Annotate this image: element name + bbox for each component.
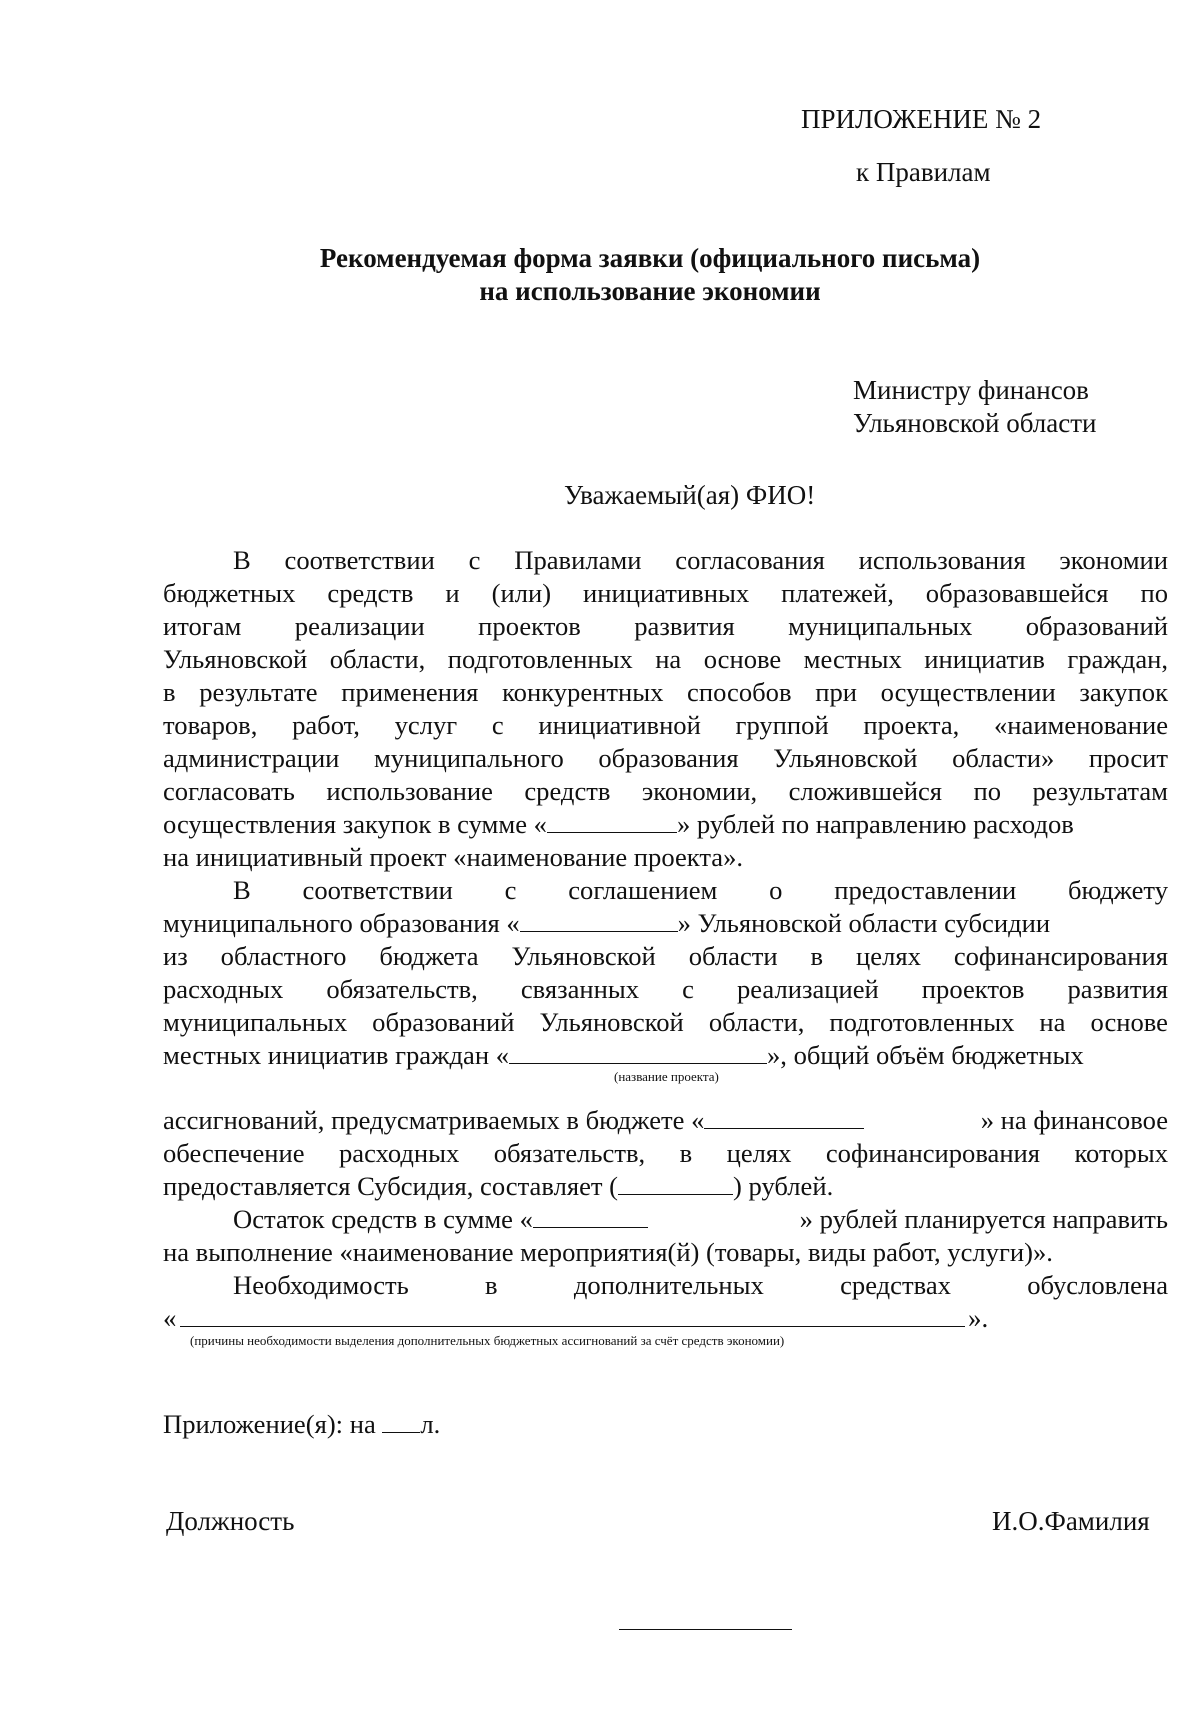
p3-line1 xyxy=(233,1202,1168,1236)
appendix-title: ПРИЛОЖЕНИЕ № 2 xyxy=(801,104,1042,134)
p1-line6: товаров, работ, услуг с инициативной группой проекта, «наименование xyxy=(163,710,1168,740)
greeting: Уважаемый(ая) ФИО! xyxy=(564,480,816,510)
attachments-suffix: л. xyxy=(420,1409,441,1439)
form-title-line2: на использование экономии xyxy=(479,276,821,306)
signature-position: Должность xyxy=(166,1506,295,1536)
signature-name: И.О.Фамилия xyxy=(992,1506,1150,1536)
p1-line9-end: » рублей по направлению расходов xyxy=(676,809,1074,839)
p2-line1: В соответствии с соглашением о предоставлении бюджету xyxy=(233,875,1168,905)
p3-line1-end: » рублей планируется направить xyxy=(799,1204,1168,1234)
reason-close-quote: ». xyxy=(968,1303,989,1333)
p2-line8: обеспечение расходных обязательств, в целях софинансирования которых xyxy=(163,1138,1168,1168)
addressee-line2: Ульяновской области xyxy=(853,408,1097,438)
p1-line2: бюджетных средств и (или) инициативных платежей, образовавшейся по xyxy=(163,578,1168,608)
reason-blank-field[interactable] xyxy=(180,1326,965,1327)
p2-line9-end: ) рублей. xyxy=(733,1171,834,1201)
p2-line7-end: » на финансовое xyxy=(980,1105,1168,1135)
attachments-line xyxy=(163,1407,440,1441)
p3-line1-start: Остаток средств в сумме « xyxy=(233,1204,533,1234)
p2-line6-start: местных инициатив граждан « xyxy=(163,1040,509,1070)
budget-blank-field[interactable] xyxy=(704,1108,864,1129)
addressee-line1: Министру финансов xyxy=(853,375,1089,405)
remaining-sum-blank-field[interactable] xyxy=(533,1207,648,1228)
p1-line1: В соответствии с Правилами согласования использования экономии xyxy=(233,545,1168,575)
p2-line2 xyxy=(163,906,1050,940)
subsidy-amount-blank-field[interactable] xyxy=(618,1174,733,1195)
p1-line8: согласовать использование средств экономии, сложившейся по результатам xyxy=(163,776,1168,806)
reason-hint: (причины необходимости выделения дополнительных бюджетных ассигнований за счёт средств экономии) xyxy=(190,1333,785,1348)
p2-line6 xyxy=(163,1038,1084,1072)
attachments-pages-blank-field[interactable] xyxy=(382,1412,420,1433)
p2-line6-end: », общий объём бюджетных xyxy=(767,1040,1084,1070)
project-name-blank-field[interactable] xyxy=(509,1043,767,1064)
p2-line2-end: » Ульяновской области субсидии xyxy=(677,908,1051,938)
project-name-hint: (название проекта) xyxy=(614,1069,719,1084)
p1-line7: администрации муниципального образования Ульяновской области» просит xyxy=(163,743,1168,773)
sum-blank-field[interactable] xyxy=(547,812,677,833)
p1-line9 xyxy=(163,807,1074,841)
p1-line5: в результате применения конкурентных способов при осуществлении закупок xyxy=(163,677,1168,707)
p2-line3: из областного бюджета Ульяновской области в целях софинансирования xyxy=(163,941,1168,971)
p2-line4: расходных обязательств, связанных с реализацией проектов развития xyxy=(163,974,1168,1004)
p2-line2-start: муниципального образования « xyxy=(163,908,520,938)
attachments-label: Приложение(я): на xyxy=(163,1409,383,1439)
municipality-blank-field[interactable] xyxy=(520,911,678,932)
appendix-subtitle: к Правилам xyxy=(856,157,991,187)
p1-line4: Ульяновской области, подготовленных на основе местных инициатив граждан, xyxy=(163,644,1168,674)
reason-open-quote: « xyxy=(163,1303,177,1333)
p2-line7-start: ассигнований, предусматриваемых в бюджете « xyxy=(163,1105,705,1135)
p1-line3: итогам реализации проектов развития муниципальных образований xyxy=(163,611,1168,641)
bottom-divider xyxy=(619,1629,792,1630)
p4-line1: Необходимость в дополнительных средствах обусловлена xyxy=(233,1270,1168,1300)
p2-line7 xyxy=(163,1103,1168,1137)
p2-line9 xyxy=(163,1169,833,1203)
p2-line5: муниципальных образований Ульяновской области, подготовленных на основе xyxy=(163,1007,1168,1037)
p1-line9-start: осуществления закупок в сумме « xyxy=(163,809,547,839)
p2-line9-start: предоставляется Субсидия, составляет ( xyxy=(163,1171,619,1201)
p3-line2: на выполнение «наименование мероприятия(й) (товары, виды работ, услуги)». xyxy=(163,1237,1053,1267)
p1-line10: на инициативный проект «наименование проекта». xyxy=(163,842,744,872)
form-title-line1: Рекомендуемая форма заявки (официального письма) xyxy=(319,243,981,273)
